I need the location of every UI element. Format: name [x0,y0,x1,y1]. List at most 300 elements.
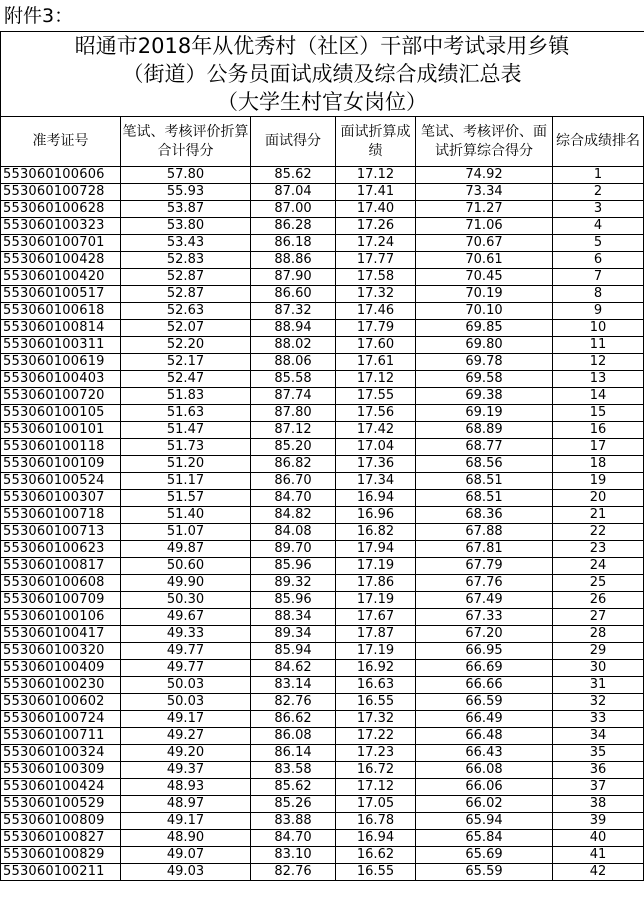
cell-written-score: 53.87 [121,201,251,218]
cell-rank: 11 [553,337,644,354]
table-row [1,694,644,711]
cell-interview-score: 83.14 [251,677,336,694]
cell-rank: 21 [553,507,644,524]
cell-written-score: 51.40 [121,507,251,524]
cell-rank: 25 [553,575,644,592]
cell-rank: 42 [553,864,644,881]
cell-interview-converted: 17.56 [336,405,416,422]
cell-total-score: 66.43 [416,745,553,762]
cell-interview-converted: 16.55 [336,694,416,711]
table-row [1,405,644,422]
cell-exam-id: 553060100619 [1,354,121,371]
cell-interview-score: 87.04 [251,184,336,201]
cell-interview-score: 82.76 [251,864,336,881]
cell-interview-score: 86.18 [251,235,336,252]
table-row [1,813,644,830]
header-exam-id: 准考证号 [1,117,121,167]
table-row [1,711,644,728]
cell-written-score: 52.87 [121,269,251,286]
table-row [1,728,644,745]
cell-exam-id: 553060100623 [1,541,121,558]
cell-interview-converted: 17.32 [336,286,416,303]
table-row [1,507,644,524]
cell-interview-converted: 17.60 [336,337,416,354]
cell-total-score: 68.36 [416,507,553,524]
cell-exam-id: 553060100829 [1,847,121,864]
table-row [1,779,644,796]
cell-rank: 35 [553,745,644,762]
cell-total-score: 70.67 [416,235,553,252]
cell-rank: 38 [553,796,644,813]
cell-total-score: 65.94 [416,813,553,830]
cell-exam-id: 553060100618 [1,303,121,320]
cell-exam-id: 553060100230 [1,677,121,694]
cell-interview-converted: 16.78 [336,813,416,830]
cell-rank: 26 [553,592,644,609]
cell-interview-score: 85.58 [251,371,336,388]
cell-interview-score: 87.12 [251,422,336,439]
cell-interview-converted: 17.94 [336,541,416,558]
cell-interview-score: 89.70 [251,541,336,558]
table-row [1,439,644,456]
cell-interview-converted: 16.62 [336,847,416,864]
cell-rank: 6 [553,252,644,269]
cell-total-score: 67.79 [416,558,553,575]
cell-interview-converted: 17.77 [336,252,416,269]
cell-written-score: 52.20 [121,337,251,354]
cell-rank: 3 [553,201,644,218]
cell-exam-id: 553060100713 [1,524,121,541]
cell-exam-id: 553060100524 [1,473,121,490]
cell-total-score: 66.02 [416,796,553,813]
table-row [1,796,644,813]
cell-written-score: 52.07 [121,320,251,337]
cell-interview-converted: 16.96 [336,507,416,524]
cell-interview-converted: 17.34 [336,473,416,490]
cell-written-score: 49.90 [121,575,251,592]
cell-interview-score: 85.96 [251,558,336,575]
cell-interview-converted: 17.22 [336,728,416,745]
cell-rank: 14 [553,388,644,405]
cell-exam-id: 553060100101 [1,422,121,439]
cell-exam-id: 553060100606 [1,167,121,184]
cell-interview-score: 86.70 [251,473,336,490]
table-row [1,286,644,303]
cell-exam-id: 553060100809 [1,813,121,830]
cell-total-score: 67.49 [416,592,553,609]
cell-exam-id: 553060100724 [1,711,121,728]
cell-rank: 31 [553,677,644,694]
cell-exam-id: 553060100106 [1,609,121,626]
cell-written-score: 48.90 [121,830,251,847]
cell-rank: 19 [553,473,644,490]
title-line-2: （街道）公务员面试成绩及综合成绩汇总表 [122,62,522,86]
cell-interview-score: 84.08 [251,524,336,541]
cell-exam-id: 553060100628 [1,201,121,218]
cell-interview-converted: 17.26 [336,218,416,235]
cell-total-score: 68.56 [416,456,553,473]
table-row [1,541,644,558]
cell-interview-score: 84.70 [251,830,336,847]
cell-rank: 16 [553,422,644,439]
cell-total-score: 66.48 [416,728,553,745]
cell-rank: 30 [553,660,644,677]
cell-written-score: 52.63 [121,303,251,320]
cell-interview-score: 86.62 [251,711,336,728]
cell-exam-id: 553060100311 [1,337,121,354]
cell-exam-id: 553060100320 [1,643,121,660]
cell-total-score: 68.77 [416,439,553,456]
cell-exam-id: 553060100403 [1,371,121,388]
cell-interview-score: 87.00 [251,201,336,218]
cell-interview-converted: 16.82 [336,524,416,541]
cell-interview-converted: 17.87 [336,626,416,643]
cell-written-score: 49.20 [121,745,251,762]
cell-rank: 39 [553,813,644,830]
score-table [0,116,644,881]
title-line-3: （大学生村官女岗位） [217,90,427,114]
cell-written-score: 49.27 [121,728,251,745]
table-row [1,592,644,609]
cell-written-score: 52.83 [121,252,251,269]
cell-interview-score: 86.82 [251,456,336,473]
cell-exam-id: 553060100720 [1,388,121,405]
cell-interview-score: 84.82 [251,507,336,524]
cell-rank: 34 [553,728,644,745]
cell-rank: 36 [553,762,644,779]
cell-written-score: 50.03 [121,694,251,711]
cell-interview-score: 88.06 [251,354,336,371]
cell-interview-score: 83.10 [251,847,336,864]
cell-interview-score: 86.08 [251,728,336,745]
cell-exam-id: 553060100428 [1,252,121,269]
cell-interview-converted: 17.86 [336,575,416,592]
table-row [1,864,644,881]
cell-interview-score: 87.90 [251,269,336,286]
cell-interview-score: 83.58 [251,762,336,779]
title-line-1: 昭通市2018年从优秀村（社区）干部中考试录用乡镇 [74,34,570,58]
table-row [1,320,644,337]
cell-interview-converted: 17.24 [336,235,416,252]
cell-interview-converted: 16.72 [336,762,416,779]
cell-total-score: 73.34 [416,184,553,201]
cell-interview-converted: 16.63 [336,677,416,694]
cell-exam-id: 553060100602 [1,694,121,711]
cell-total-score: 65.59 [416,864,553,881]
cell-interview-score: 85.26 [251,796,336,813]
cell-total-score: 65.69 [416,847,553,864]
cell-exam-id: 553060100517 [1,286,121,303]
cell-exam-id: 553060100211 [1,864,121,881]
table-row [1,830,644,847]
cell-written-score: 48.93 [121,779,251,796]
cell-exam-id: 553060100728 [1,184,121,201]
cell-interview-converted: 17.42 [336,422,416,439]
cell-written-score: 51.63 [121,405,251,422]
cell-written-score: 49.67 [121,609,251,626]
cell-rank: 10 [553,320,644,337]
cell-exam-id: 553060100709 [1,592,121,609]
cell-total-score: 65.84 [416,830,553,847]
cell-written-score: 49.03 [121,864,251,881]
cell-total-score: 69.19 [416,405,553,422]
cell-exam-id: 553060100105 [1,405,121,422]
cell-written-score: 50.60 [121,558,251,575]
table-row [1,252,644,269]
table-row [1,575,644,592]
cell-written-score: 49.37 [121,762,251,779]
table-row [1,218,644,235]
cell-written-score: 49.77 [121,643,251,660]
cell-total-score: 68.89 [416,422,553,439]
table-row [1,303,644,320]
cell-rank: 5 [553,235,644,252]
cell-interview-score: 88.94 [251,320,336,337]
cell-interview-score: 85.20 [251,439,336,456]
table-row [1,660,644,677]
table-row [1,388,644,405]
cell-total-score: 69.38 [416,388,553,405]
cell-interview-converted: 17.32 [336,711,416,728]
cell-rank: 20 [553,490,644,507]
table-row [1,677,644,694]
cell-rank: 32 [553,694,644,711]
cell-interview-score: 89.32 [251,575,336,592]
cell-interview-converted: 17.19 [336,643,416,660]
cell-total-score: 66.95 [416,643,553,660]
cell-interview-converted: 17.04 [336,439,416,456]
cell-interview-score: 85.94 [251,643,336,660]
cell-total-score: 66.08 [416,762,553,779]
cell-interview-converted: 16.55 [336,864,416,881]
cell-interview-converted: 17.05 [336,796,416,813]
cell-rank: 1 [553,167,644,184]
table-row [1,847,644,864]
attachment-label: 附件3： [4,5,74,27]
cell-total-score: 67.20 [416,626,553,643]
table-row [1,235,644,252]
cell-exam-id: 553060100409 [1,660,121,677]
cell-rank: 33 [553,711,644,728]
cell-total-score: 69.85 [416,320,553,337]
cell-exam-id: 553060100529 [1,796,121,813]
header-total-score: 笔试、考核评价、面试折算综合得分 [416,117,553,167]
table-row [1,201,644,218]
cell-exam-id: 553060100307 [1,490,121,507]
cell-exam-id: 553060100420 [1,269,121,286]
cell-total-score: 69.80 [416,337,553,354]
cell-interview-converted: 17.12 [336,167,416,184]
cell-total-score: 67.76 [416,575,553,592]
cell-rank: 41 [553,847,644,864]
cell-rank: 24 [553,558,644,575]
cell-written-score: 52.17 [121,354,251,371]
table-row [1,762,644,779]
cell-rank: 28 [553,626,644,643]
cell-interview-score: 83.88 [251,813,336,830]
cell-written-score: 51.83 [121,388,251,405]
cell-rank: 8 [553,286,644,303]
cell-written-score: 49.17 [121,711,251,728]
cell-rank: 27 [553,609,644,626]
cell-interview-score: 88.34 [251,609,336,626]
cell-total-score: 70.61 [416,252,553,269]
table-row [1,490,644,507]
cell-exam-id: 553060100827 [1,830,121,847]
cell-written-score: 53.43 [121,235,251,252]
cell-written-score: 51.73 [121,439,251,456]
cell-interview-converted: 17.19 [336,558,416,575]
cell-interview-converted: 17.46 [336,303,416,320]
table-row [1,643,644,660]
cell-interview-score: 84.70 [251,490,336,507]
cell-written-score: 51.47 [121,422,251,439]
cell-rank: 17 [553,439,644,456]
table-row [1,558,644,575]
cell-rank: 37 [553,779,644,796]
cell-exam-id: 553060100118 [1,439,121,456]
cell-exam-id: 553060100608 [1,575,121,592]
cell-exam-id: 553060100814 [1,320,121,337]
cell-rank: 7 [553,269,644,286]
cell-interview-score: 84.62 [251,660,336,677]
header-interview-converted: 面试折算成绩 [336,117,416,167]
cell-interview-converted: 17.36 [336,456,416,473]
cell-interview-converted: 17.23 [336,745,416,762]
table-row [1,354,644,371]
cell-interview-converted: 17.79 [336,320,416,337]
cell-total-score: 66.06 [416,779,553,796]
cell-interview-score: 88.02 [251,337,336,354]
cell-rank: 23 [553,541,644,558]
cell-interview-score: 86.14 [251,745,336,762]
cell-interview-converted: 17.67 [336,609,416,626]
cell-total-score: 67.81 [416,541,553,558]
cell-rank: 40 [553,830,644,847]
cell-total-score: 70.45 [416,269,553,286]
table-row [1,524,644,541]
cell-interview-converted: 16.94 [336,490,416,507]
cell-exam-id: 553060100711 [1,728,121,745]
cell-interview-score: 82.76 [251,694,336,711]
cell-rank: 4 [553,218,644,235]
cell-exam-id: 553060100701 [1,235,121,252]
table-row [1,337,644,354]
header-written-score: 笔试、考核评价折算合计得分 [121,117,251,167]
cell-total-score: 66.69 [416,660,553,677]
cell-interview-converted: 16.92 [336,660,416,677]
cell-total-score: 71.27 [416,201,553,218]
cell-total-score: 69.78 [416,354,553,371]
cell-rank: 9 [553,303,644,320]
cell-interview-converted: 17.12 [336,371,416,388]
cell-interview-converted: 17.12 [336,779,416,796]
cell-rank: 18 [553,456,644,473]
cell-total-score: 66.59 [416,694,553,711]
cell-written-score: 51.17 [121,473,251,490]
cell-exam-id: 553060100424 [1,779,121,796]
cell-total-score: 69.58 [416,371,553,388]
cell-total-score: 67.33 [416,609,553,626]
cell-interview-converted: 17.19 [336,592,416,609]
cell-rank: 13 [553,371,644,388]
cell-written-score: 49.77 [121,660,251,677]
cell-interview-score: 85.62 [251,167,336,184]
cell-total-score: 74.92 [416,167,553,184]
cell-interview-score: 85.62 [251,779,336,796]
cell-written-score: 51.57 [121,490,251,507]
header-rank: 综合成绩排名 [553,117,644,167]
cell-rank: 22 [553,524,644,541]
cell-written-score: 49.33 [121,626,251,643]
cell-interview-converted: 17.40 [336,201,416,218]
table-row [1,371,644,388]
cell-written-score: 52.47 [121,371,251,388]
cell-written-score: 49.87 [121,541,251,558]
cell-interview-converted: 17.61 [336,354,416,371]
cell-interview-score: 85.96 [251,592,336,609]
cell-interview-score: 86.60 [251,286,336,303]
cell-total-score: 68.51 [416,490,553,507]
cell-exam-id: 553060100417 [1,626,121,643]
table-row [1,456,644,473]
cell-written-score: 53.80 [121,218,251,235]
cell-exam-id: 553060100323 [1,218,121,235]
cell-written-score: 57.80 [121,167,251,184]
cell-written-score: 49.07 [121,847,251,864]
cell-interview-converted: 17.55 [336,388,416,405]
cell-exam-id: 553060100109 [1,456,121,473]
cell-written-score: 51.07 [121,524,251,541]
header-interview-score: 面试得分 [251,117,336,167]
cell-total-score: 70.10 [416,303,553,320]
table-body [1,167,644,881]
cell-interview-score: 87.74 [251,388,336,405]
cell-written-score: 51.20 [121,456,251,473]
cell-interview-converted: 17.41 [336,184,416,201]
cell-interview-score: 87.80 [251,405,336,422]
cell-total-score: 70.19 [416,286,553,303]
cell-total-score: 67.88 [416,524,553,541]
cell-exam-id: 553060100718 [1,507,121,524]
cell-interview-converted: 16.94 [336,830,416,847]
table-row [1,422,644,439]
cell-total-score: 68.51 [416,473,553,490]
cell-rank: 2 [553,184,644,201]
cell-total-score: 71.06 [416,218,553,235]
cell-written-score: 50.30 [121,592,251,609]
table-row [1,609,644,626]
table-row [1,745,644,762]
cell-exam-id: 553060100324 [1,745,121,762]
cell-written-score: 49.17 [121,813,251,830]
cell-interview-score: 88.86 [251,252,336,269]
cell-interview-score: 87.32 [251,303,336,320]
cell-rank: 29 [553,643,644,660]
cell-rank: 12 [553,354,644,371]
cell-written-score: 48.97 [121,796,251,813]
cell-total-score: 66.49 [416,711,553,728]
cell-interview-score: 86.28 [251,218,336,235]
cell-written-score: 52.87 [121,286,251,303]
cell-total-score: 66.66 [416,677,553,694]
cell-exam-id: 553060100817 [1,558,121,575]
cell-interview-score: 89.34 [251,626,336,643]
cell-written-score: 50.03 [121,677,251,694]
table-row [1,269,644,286]
cell-written-score: 55.93 [121,184,251,201]
table-row [1,184,644,201]
